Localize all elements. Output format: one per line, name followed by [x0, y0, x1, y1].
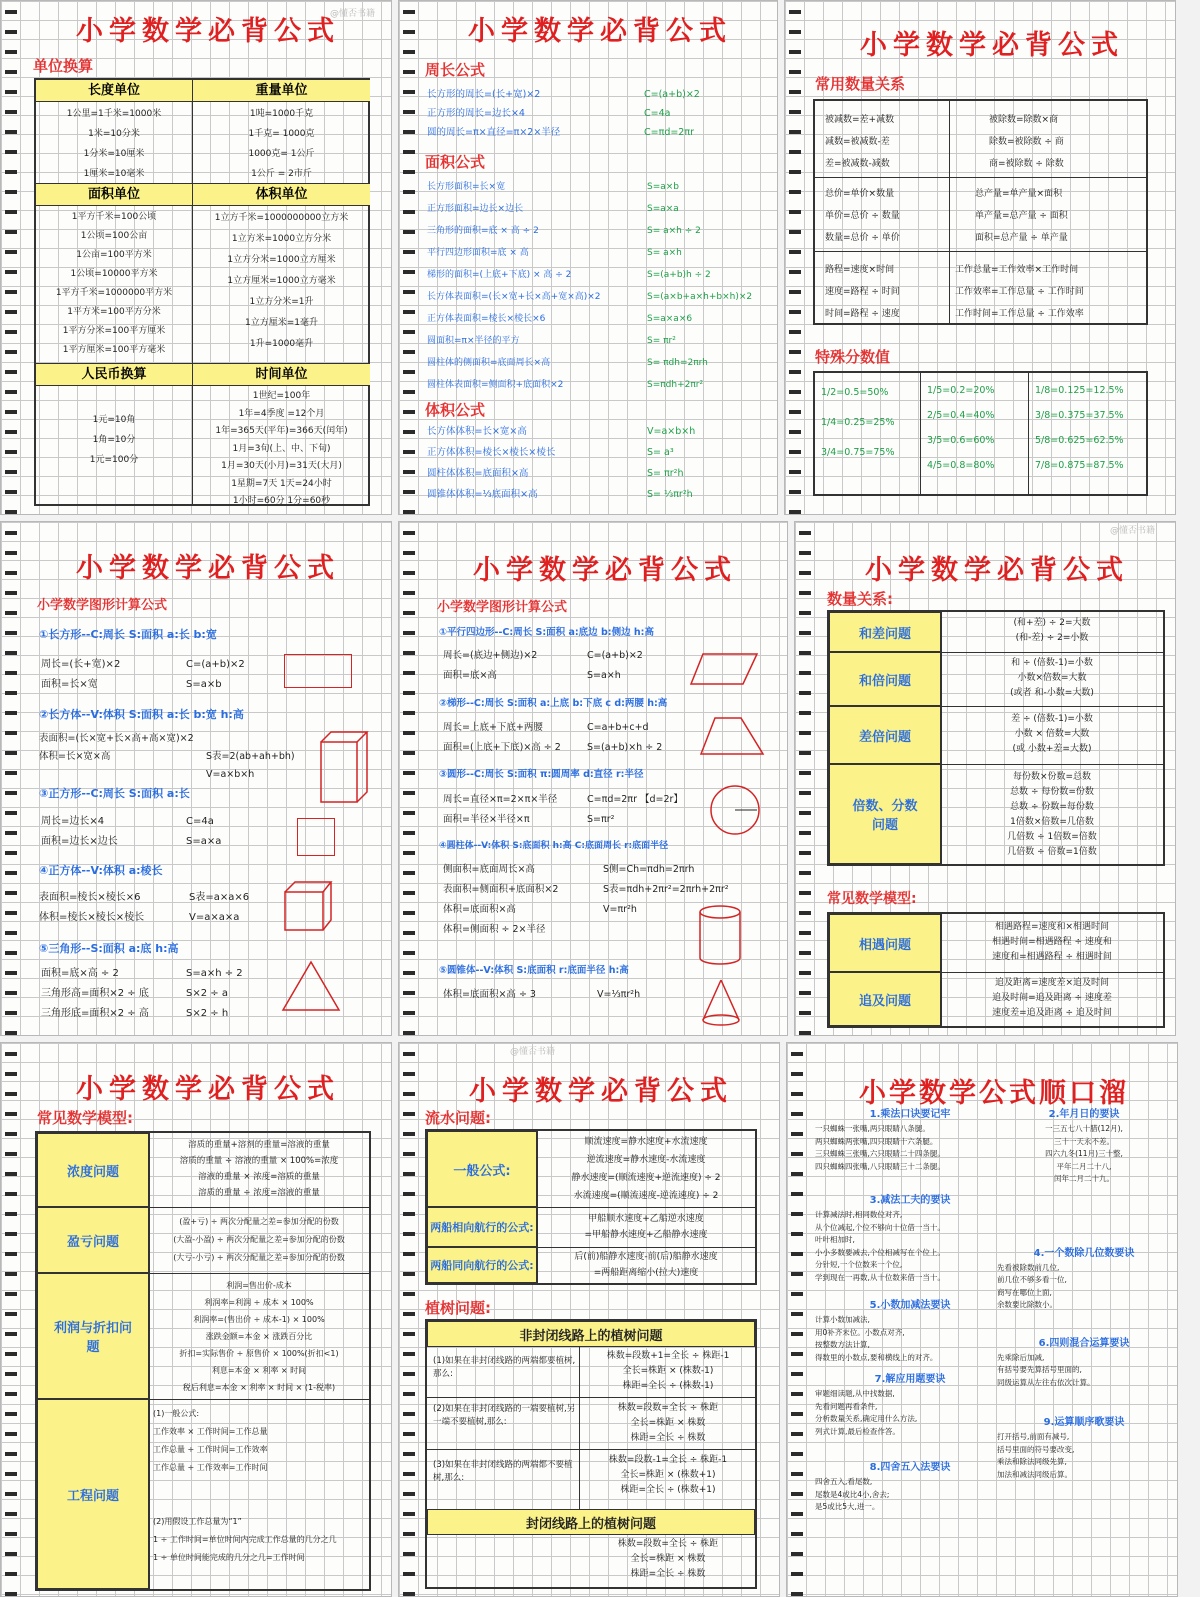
page-title: 小学数学必背公式 — [76, 553, 340, 584]
shape-head-cuboid: ②长方体--V:体积 S:面积 a:长 b:宽 h:高 — [39, 708, 244, 721]
header-weight: 重量单位 — [193, 80, 370, 102]
square-figure — [297, 818, 335, 856]
watermark: @懂否书籍 — [330, 9, 376, 19]
circle-rules: 周长=直径×π=2×π×半径 面积=半径×半径×π — [443, 794, 558, 825]
page-rhymes — [786, 1042, 1178, 1597]
parallelogram-figure — [689, 652, 759, 686]
cone-formula: V=⅓πr²h — [597, 989, 641, 1000]
volume-list: 1立方千米=1000000000立方米 1立方米=1000立方分米 1立方分米=1000立方厘米 1立方厘米=1000立方毫米 1立方分米=1升 1立方厘米=1毫升 1升=1000毫升 — [214, 213, 349, 349]
triangle-figure — [281, 960, 341, 1012]
quantity-table — [827, 610, 1165, 866]
flow-table — [425, 1129, 757, 1285]
cylinder-figure — [697, 904, 743, 966]
section-flow: 流水问题: — [425, 1109, 491, 1127]
perimeter-rules: 长方形的周长=(长+宽)×2 正方形的周长=边长×4 圆的周长=π×直径=π×2×半径 — [427, 89, 561, 138]
section-quantity: 数量关系: — [827, 590, 893, 608]
label-chase: 追及问题 — [829, 972, 941, 1026]
header-volume: 体积单位 — [193, 184, 370, 206]
watermark: @懂否书籍 — [510, 1047, 556, 1057]
page-shapes-1 — [0, 521, 392, 1036]
text-diff-multiple: 差 ÷ (倍数-1)=小数 小数 × 倍数=大数 (或 小数+差=大数) — [1011, 714, 1093, 754]
cube-rules: 表面积=棱长×棱长×6 体积=棱长×棱长×棱长 — [39, 892, 145, 923]
unit-table — [34, 78, 370, 506]
text-sum-multiple: 和 ÷ (倍数-1)=小数 小数×倍数=大数 (或者 和-小数=大数) — [1010, 658, 1094, 698]
cylinder-rules: 侧面积=底面周长×高 表面积=侧面积+底面积×2 体积=底面积×高 体积=侧面积 ÷ 2×半径 — [443, 864, 559, 935]
triangle-formulas: S=a×h ÷ 2 S×2 ÷ a S×2 ÷ h — [186, 968, 243, 1019]
relation-price: 总价=单价×数量 单价=总价 ÷ 数量 数量=总价 ÷ 单价 — [825, 189, 900, 243]
page-word-problems — [794, 521, 1176, 1036]
header-area: 面积单位 — [36, 184, 192, 206]
fractions-col3: 1/8=0.125=12.5% 3/8=0.375=37.5% 5/8=0.625=62.5% 7/8=0.875=87.5% — [1035, 385, 1124, 471]
cuboid-figure — [319, 728, 369, 806]
rmb-list: 1元=10角 1角=10分 1元=100分 — [89, 415, 139, 465]
label-meeting: 相遇问题 — [829, 914, 941, 972]
label-both-ends: (1)如果在非封闭线路的两端都要植树,那么: — [433, 1356, 576, 1379]
section-volume: 体积公式 — [425, 401, 486, 419]
fraction-table — [813, 371, 1148, 496]
text-general-formula: 顺流速度=静水速度+水流速度 逆流速度=静水速度-水流速度 静水速度=(顺流速度+逆流速度) ÷ 2 水流速度=(顺流速度-逆流速度) ÷ 2 — [571, 1137, 721, 1201]
text-concentration: 溶质的重量+溶剂的重量=溶液的重量 溶质的重量 ÷ 溶液的重量 × 100%=浓度 溶液的重量 × 浓度=溶质的重量 溶质的重量 ÷ 浓度=溶液的重量 — [179, 1140, 339, 1198]
parallelogram-rules: 周长=(底边+侧边)×2 面积=底×高 — [443, 650, 538, 681]
shape-head-rectangle: ①长方形--C:周长 S:面积 a:长 b:宽 — [39, 628, 217, 641]
text-no-ends: 株数=段数-1=全长 ÷ 株距-1 全长=株距 × (株数+1) 株距=全长 ÷ (株数+1) — [608, 1455, 728, 1495]
spiral-binding — [785, 1, 811, 514]
length-list: 1公里=1千米=1000米 1米=10分米 1分米=10厘米 1厘米=10毫米 — [66, 109, 162, 179]
shape-head-cube: ④正方体--V:体积 a:棱长 — [39, 864, 163, 877]
cylinder-formulas: S侧=Ch=πdh=2πrh S表=πdh+2πr²=2πrh+2πr² V=πr²h — [603, 864, 729, 915]
rhymes-left-column: 1.乘法口诀要记牢 一只蜘蛛一张嘴,两只眼睛八条腿。 两只蜘蛛两张嘴,四只眼睛十六条腿。 三只蜘蛛三张嘴,六只眼睛二十四条腿。 四只蜘蛛四张嘴,八只眼睛三十二条腿。 3.减法工夫的要诀 计算减法时,相同数位对齐, 从个位减起,个位不够向十位借一当十。 叶叶相加时, 小小多数要减去,个位相减写在个位上。 分针短,一个位数来一个位, 学到现在一再数,从十位数来借一当十。 5.小数加减法要诀 计算小数加减法, 用0补齐末位。小数点对齐, 按整数方法计算, 得数里的小数点,要和横线上的对齐。 7.解应用题要诀 审题细读题,从中找数据, 先看问题再看条件, 分析数量关系,确定用什么方法, 列式计算,最后检查作答。 8.四舍五入法要诀 四舍五入,看尾数, 尾数是4或比4小,舍去; 是5或比5大,进一。 — [815, 1109, 951, 1511]
spiral-binding — [399, 1043, 425, 1596]
label-concentration: 浓度问题 — [37, 1133, 149, 1207]
spiral-binding — [1, 522, 27, 1035]
label-one-end: (2)如果在非封闭线路的一端要植树,另一端不要植树,那么: — [433, 1404, 576, 1427]
cone-figure — [699, 978, 743, 1028]
spiral-binding — [1, 1, 27, 514]
relation-subtraction: 被减数=差+减数 减数=被减数-差 差=被减数-减数 — [825, 115, 895, 169]
label-general-formula: 一般公式: — [427, 1131, 537, 1207]
text-surplus-deficit: (盈+亏) ÷ 两次分配量之差=参加分配的份数 (大盈-小盈) ÷ 两次分配量之差=参加分配的份数 (大亏-小亏) ÷ 两次分配量之差=参加分配的份数 — [173, 1217, 345, 1262]
section-area: 面积公式 — [425, 153, 486, 171]
text-closed-line: 株数=段数=全长 ÷ 株距 全长=株距 × 株数 株距=全长 ÷ 株数 — [617, 1539, 719, 1579]
trapezoid-formulas: C=a+b+c+d S=(a+b)×h ÷ 2 — [587, 722, 663, 753]
spiral-binding — [787, 1043, 813, 1596]
spiral-binding — [399, 522, 425, 1035]
text-profit-discount: 利润=售出价-成本 利润率=利润 ÷ 成本 × 100% 利润率=(售出价 ÷ 成本-1) × 100% 涨跌金额=本金 × 涨跌百分比 折扣=实际售价 ÷ 原售价 × 100%(折扣<1) 利息=本金 × 利率 × 时间 税后利息=本金 × 利率 × 时间 × (1-税率) — [179, 1281, 339, 1392]
section-fractions: 特殊分数值 — [815, 348, 891, 366]
text-engineering: (1)一般公式: 工作效率 × 工作时间=工作总量 工作总量 ÷ 工作时间=工作效率 工作总量 ÷ 工作效率=工作时间 (2)用假设工作总量为“1” 1 ÷ 工作时间=单位时间内完成工作总量的几分之几 1 ÷ 单位时间能完成的几分之几=工作时间 — [153, 1409, 337, 1562]
text-meeting: 相遇路程=速度和×相遇时间 相遇时间=相遇路程 ÷ 速度和 速度和=相遇路程 ÷ 相遇时间 — [992, 922, 1112, 962]
page-unit-conversion — [0, 0, 392, 515]
relation-distance: 路程=速度×时间 速度=路程 ÷ 时间 时间=路程 ÷ 速度 — [825, 265, 900, 319]
section-title: 常用数量关系 — [815, 75, 906, 93]
page-title: 小学数学必背公式 — [860, 30, 1124, 61]
models-table — [35, 1131, 371, 1591]
label-engineering: 工程问题 — [37, 1399, 149, 1589]
time-list: 1世纪=100年 1年=4季度 =12个月 1年=365天(平年)=366天(闰年) 1月=3旬(上、中、下旬) 1月=30天(小月)=31天(大月) 1星期=7天 1天=24小时 1小时=60分 1分=60秒 — [215, 391, 348, 506]
text-sum-diff: (和+差) ÷ 2=大数 (和-差) ÷ 2=小数 — [1013, 618, 1091, 643]
models-table — [827, 912, 1165, 1028]
triangle-rules: 面积=底×高 ÷ 2 三角形高=面积×2 ÷ 底 三角形底=面积×2 ÷ 高 — [41, 968, 149, 1019]
tree-table — [425, 1319, 757, 1589]
spiral-binding — [1, 1043, 27, 1596]
area-formulas: S=a×b S=a×a S= a×h ÷ 2 S= a×h S=(a+b)h ÷ 2 S=(a×b+a×h+b×h)×2 S=a×a×6 S= πr² S= πdh=2πrh S=πdh+2πr² — [647, 182, 753, 390]
page-title: 小学数学必背公式 — [76, 16, 340, 47]
shape-head-circle: ③圆形--C:周长 S:面积 π:圆周率 d:直径 r:半径 — [439, 769, 644, 780]
page-title: 小学数学公式顺口溜 — [859, 1078, 1129, 1109]
volume-formulas: V=a×b×h S= a³ S= πr²h S= ⅓πr²h — [647, 426, 696, 500]
text-chase: 追及距离=速度差×追及时间 追及时间=追及距离 ÷ 速度差 速度差=追及距离 ÷ 追及时间 — [992, 978, 1112, 1018]
shape-head-cone: ⑤圆锥体--V:体积 S:底面积 r:底面半径 h:高 — [439, 965, 629, 976]
header-time: 时间单位 — [193, 364, 370, 386]
shape-head-triangle: ⑤三角形--S:面积 a:底 h:高 — [39, 942, 179, 955]
label-sum-multiple: 和倍问题 — [829, 652, 941, 706]
page-formulas — [398, 0, 778, 515]
label-diff-multiple: 差倍问题 — [829, 706, 941, 764]
shape-head-parallelogram: ①平行四边形--C:周长 S:面积 a:底边 b:侧边 h:高 — [439, 627, 654, 638]
text-opposite-boats: 甲船顺水速度+乙船逆水速度 =甲船静水速度+乙船静水速度 — [584, 1214, 708, 1240]
rect-rules: 周长=(长+宽)×2 面积=长×宽 — [41, 659, 121, 690]
section-title: 小学数学图形计算公式 — [437, 600, 568, 615]
label-surplus-deficit: 盈亏问题 — [37, 1207, 149, 1273]
fractions-col1: 1/2=0.5=50% 1/4=0.25=25% 3/4=0.75=75% — [821, 387, 895, 458]
text-both-ends: 株数=段数+1=全长 ÷ 株距-1 全长=株距 × (株数-1) 株距=全长 ÷ (株数-1) — [606, 1351, 730, 1391]
section-tree: 植树问题: — [425, 1299, 491, 1317]
bar-closed-line: 封闭线路上的植树问题 — [427, 1509, 755, 1535]
page-title: 小学数学必背公式 — [865, 555, 1129, 586]
parallelogram-formulas: C=(a+b)×2 S=a×h — [587, 650, 643, 681]
shape-head-trapezoid: ②梯形--C:周长 S:面积 a:上底 b:下底 c d:两腰 h:高 — [439, 698, 668, 709]
spiral-binding — [399, 1, 425, 514]
weight-list: 1吨=1000千克 1千克= 1000克 1000克= 1公斤 1公斤 = 2市斤 — [248, 109, 315, 179]
page-title: 小学数学必背公式 — [473, 555, 737, 586]
cuboid-rules: 表面积=(长×宽+长×高+高×宽)×2 体积=长×宽×高 — [39, 733, 194, 762]
square-rules: 周长=边长×4 面积=边长×边长 — [41, 816, 118, 847]
header-length: 长度单位 — [36, 80, 192, 102]
area-list: 1平方千米=100公顷 1公顷=100公亩 1公亩=100平方米 1公顷=10000平方米 1平方千米=1000000平方米 1平方米=100平方分米 1平方分米=100平方厘米 1平方厘米=100平方毫米 — [55, 212, 173, 355]
text-same-boats: 后(前)船静水速度-前(后)船静水速度 =两船距离缩小(拉大)速度 — [574, 1252, 718, 1278]
spiral-binding — [795, 522, 821, 1035]
page-shapes-2 — [398, 521, 788, 1036]
cube-formulas: S表=a×a×6 V=a×a×a — [189, 892, 250, 923]
header-rmb: 人民币换算 — [36, 364, 192, 386]
label-no-ends: (3)如果在非封闭线路的两端都不要植树,那么: — [433, 1460, 573, 1483]
bar-open-line: 非封闭线路上的植树问题 — [427, 1321, 755, 1347]
fractions-col2: 1/5=0.2=20% 2/5=0.4=40% 3/5=0.6=60% 4/5=0.8=80% — [927, 385, 995, 471]
section-title: 常见数学模型: — [37, 1109, 133, 1127]
label-sum-diff: 和差问题 — [829, 612, 941, 652]
page-flow-tree — [398, 1042, 780, 1597]
shape-head-square: ③正方形--C:周长 S:面积 a:长 — [39, 787, 190, 800]
relation-work: 工作总量=工作效率×工作时间 工作效率=工作总量 ÷ 工作时间 工作时间=工作总量 ÷ 工作效率 — [955, 265, 1084, 319]
page-title: 小学数学必背公式 — [76, 1074, 340, 1105]
relations-table — [813, 99, 1148, 325]
circle-formulas: C=πd=2πr 【d=2r】 S=πr² — [587, 794, 683, 825]
rectangle-figure — [284, 654, 352, 688]
cone-rule: 体积=底面积×高 ÷ 3 — [443, 989, 536, 1000]
page-math-models — [0, 1042, 392, 1597]
relation-division: 被除数=除数×商 除数=被除数 ÷ 商 商=被除数 ÷ 除数 — [989, 115, 1064, 169]
area-rules: 长方形面积=长×宽 正方形面积=边长×边长 三角形的面积=底 × 高 ÷ 2 平行四边形面积=底 × 高 梯形的面积=(上底+下底) × 高 ÷ 2 长方体表面积=(长×宽+长×高+宽×高)×2 正方体表面积=棱长×棱长×6 圆面积=π×半径的平方 圆柱体的侧面积=底面周长×高 圆柱体表面积=侧面积+底面积×2 — [427, 182, 601, 390]
relation-yield: 总产量=单产量×面积 单产量=总产量 ÷ 面积 面积=总产量 ÷ 单产量 — [975, 189, 1068, 243]
label-profit-discount: 利润与折扣问题 — [37, 1273, 149, 1399]
text-one-end: 株数=段数=全长 ÷ 株距 全长=株距 × 株数 株距=全长 ÷ 株数 — [617, 1403, 719, 1443]
section-title: 单位换算 — [33, 57, 94, 75]
trapezoid-rules: 周长=上底+下底+两腰 面积=(上底+下底)×高 ÷ 2 — [443, 722, 561, 753]
shape-head-cylinder: ④圆柱体--V:体积 S:底面积 h:高 C:底面周长 r:底面半径 — [439, 841, 669, 851]
volume-rules: 长方体体积=长×宽×高 正方体体积=棱长×棱长×棱长 圆柱体体积=底面积×高 圆锥体体积=⅓底面积×高 — [427, 426, 556, 500]
watermark: @懂否书籍 — [1110, 526, 1156, 536]
square-formulas: C=4a S=a×a — [186, 816, 222, 847]
section-perimeter: 周长公式 — [425, 61, 486, 79]
cuboid-formulas: S表=2(ab+ah+bh) V=a×b×h — [206, 751, 295, 780]
label-multiple-fraction: 倍数、分数问题 — [829, 764, 941, 864]
label-opposite-boats: 两船相向航行的公式: — [427, 1207, 537, 1247]
label-same-boats: 两船同向航行的公式: — [427, 1247, 537, 1283]
circle-figure — [709, 784, 761, 836]
section-title: 小学数学图形计算公式 — [37, 598, 168, 613]
rect-formulas: C=(a+b)×2 S=a×b — [186, 659, 245, 690]
page-title: 小学数学必背公式 — [469, 1076, 733, 1107]
cube-figure — [283, 880, 333, 934]
perimeter-formulas: C=(a+b)×2 C=4a C=πd=2πr — [644, 89, 700, 138]
section-models: 常见数学模型: — [827, 891, 917, 907]
text-multiple-fraction: 每份数×份数=总数 总数 ÷ 每份数=份数 总数 ÷ 份数=每份数 1倍数×倍数=几倍数 几倍数 ÷ 1倍数=倍数 几倍数 ÷ 倍数=1倍数 — [1007, 772, 1097, 857]
rhymes-right-column: 2.年月日的要诀 一三五七八十腊(12月), 三十一天永不差。 四六九冬(11月)三十整, 平年二月二十八, 闰年二月二十九。 4.一个数除几位数要诀 先看被除数前几位, 前几位不够多看一位, 商写在哪位上面, 余数要比除数小。 6.四则混合运算要诀 先乘除后加减, 有括号要先算括号里面的, 同级运算从左往右依次计算。 9.运算顺序歌要诀 打开括号,前面有减号, 括号里面的符号要改变, 乘法和除法同级先算, 加法和减法同级后算。 — [997, 1109, 1135, 1479]
page-quantity-relations — [784, 0, 1176, 515]
trapezoid-figure — [699, 716, 765, 756]
page-title: 小学数学必背公式 — [468, 16, 732, 47]
